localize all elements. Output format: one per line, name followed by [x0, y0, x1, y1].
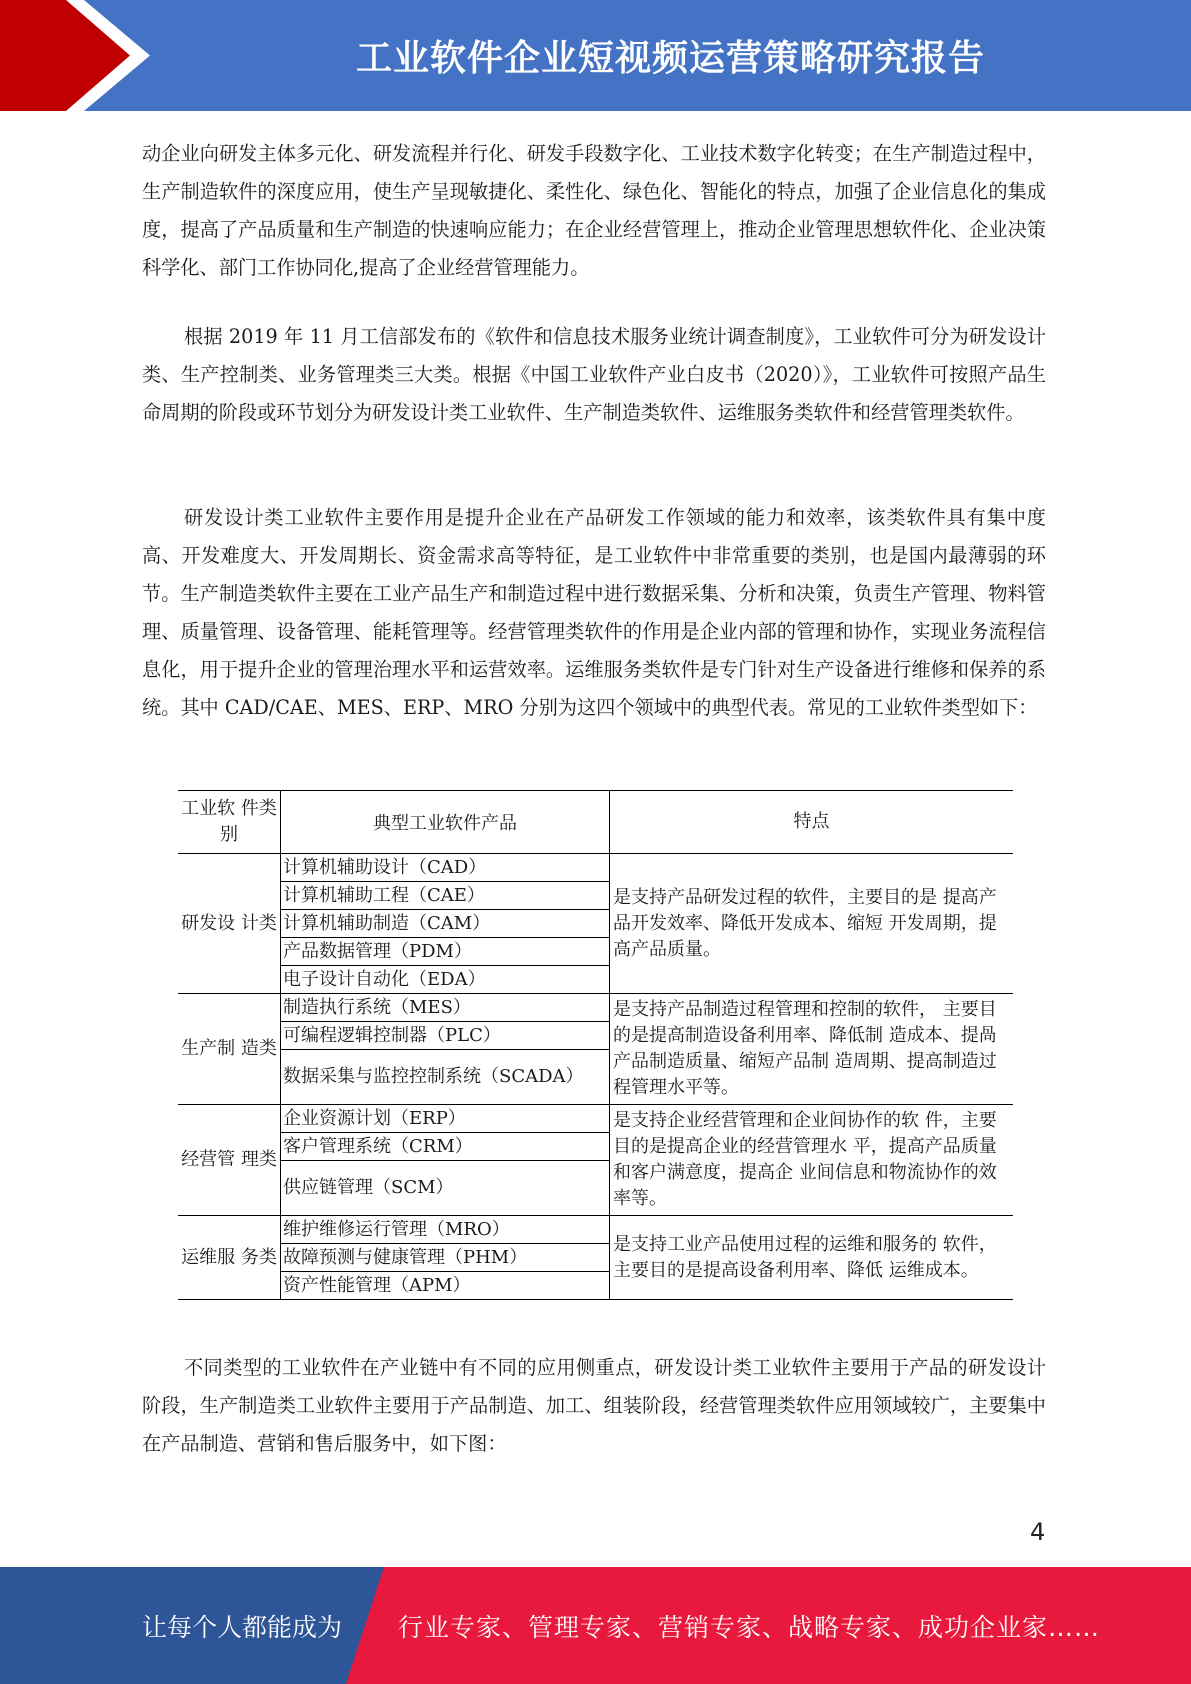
paragraph-3: 研发设计类工业软件主要作用是提升企业在产品研发工作领域的能力和效率，该类软件具有集中度高、开发难度大、开发周期长、资金需求高等特征，是工业软件中非常重要的类别，也是国内最薄弱的环节。生产制造类软件主要在工业产品生产和制造过程中进行数据采集、分析和决策，负责生产管理、物料管理、质量管理、设备管理、能耗管理等。经营管理类软件的作用是企业内部的管理和协作，实现业务流程信息化，用于提升企业的管理治理水平和运营效率。运维服务类软件是专门针对生产设备进行维修和保养的系统。其中 CAD/CAE、MES、ERP、MRO 分别为这四个领域中的典型代表。常见的工业软件类型如下：	[142, 506, 1046, 719]
feature-cell: 是支持产品研发过程的软件，主要目的是 提高产品开发效率、降低开发成本、缩短 开发周期，提高产品质量。	[610, 854, 1014, 994]
category-cell: 经营管 理类	[178, 1105, 281, 1216]
product-cell: 电子设计自动化（EDA）	[281, 966, 610, 994]
product-cell: 数据采集与监控控制系统（SCADA）	[281, 1050, 610, 1105]
product-cell: 资产性能管理（APM）	[281, 1272, 610, 1300]
header-category: 工业软 件类别	[178, 791, 281, 854]
paragraph-2: 根据 2019 年 11 月工信部发布的《软件和信息技术服务业统计调查制度》，工业软件可分为研发设计类、生产控制类、业务管理类三大类。根据《中国工业软件产业白皮书（2020）》，工业软件可按照产品生命周期的阶段或环节划分为研发设计类工业软件、生产制造类软件、运维服务类软件和经营管理类软件。	[142, 325, 1046, 424]
paragraph-1: 动企业向研发主体多元化、研发流程并行化、研发手段数字化、工业技术数字化转变；在生产制造过程中，生产制造软件的深度应用，使生产呈现敏捷化、柔性化、绿色化、智能化的特点，加强了企业信息化的集成度，提高了产品质量和生产制造的快速响应能力；在企业经营管理上，推动企业管理思想软件化、企业决策科学化、部门工作协同化,提高了企业经营管理能力。	[142, 142, 1046, 279]
product-cell: 计算机辅助设计（CAD）	[281, 854, 610, 882]
product-cell: 故障预测与健康管理（PHM）	[281, 1244, 610, 1272]
paragraph-1-block	[142, 135, 1046, 287]
table-row	[178, 854, 1013, 882]
table-row	[178, 1105, 1013, 1133]
page-header	[0, 0, 1191, 111]
feature-cell: 是支持工业产品使用过程的运维和服务的 软件，主要目的是提高设备利用率、降低 运维成本。	[610, 1216, 1014, 1300]
footer-slogan-left: 让每个人都能成为	[142, 1612, 343, 1642]
paragraph-2-block	[142, 318, 1046, 432]
product-cell: 计算机辅助工程（CAE）	[281, 882, 610, 910]
product-cell: 供应链管理（SCM）	[281, 1161, 610, 1216]
page-footer	[0, 1567, 1191, 1684]
product-cell: 产品数据管理（PDM）	[281, 938, 610, 966]
paragraph-4: 不同类型的工业软件在产业链中有不同的应用侧重点，研发设计类工业软件主要用于产品的研发设计阶段，生产制造类工业软件主要用于产品制造、加工、组装阶段，经营管理类软件应用领域较广，主要集中在产品制造、营销和售后服务中，如下图：	[142, 1356, 1046, 1455]
feature-cell: 是支持产品制造过程管理和控制的软件， 主要目的是提高制造设备利用率、降低制 造成本、提咼产品制造质量、缩短产品制 造周期、提高制造过程管理水平等。	[610, 994, 1014, 1105]
software-types-table	[178, 790, 1013, 1300]
category-cell: 研发设 计类	[178, 854, 281, 994]
feature-cell: 是支持企业经营管理和企业间协作的软 件，主要目的是提高企业的经营管理水 平，提高产品质量和客户满意度，提高企 业间信息和物流协作的效率等。	[610, 1105, 1014, 1216]
product-cell: 可编程逻辑控制器（PLC）	[281, 1022, 610, 1050]
footer-slogan-right: 行业专家、管理专家、营销专家、战略专家、成功企业家……	[398, 1612, 1101, 1642]
table-row	[178, 1216, 1013, 1244]
product-cell: 计算机辅助制造（CAM）	[281, 910, 610, 938]
paragraph-3-block	[142, 499, 1046, 727]
page-number: 4	[1030, 1518, 1046, 1546]
header-features: 特点	[610, 791, 1014, 854]
product-cell: 客户管理系统（CRM）	[281, 1133, 610, 1161]
product-cell: 维护维修运行管理（MRO）	[281, 1216, 610, 1244]
product-cell: 制造执行系统（MES）	[281, 994, 610, 1022]
product-cell: 企业资源计划（ERP）	[281, 1105, 610, 1133]
paragraph-4-block	[142, 1349, 1046, 1463]
report-title: 工业软件企业短视频运营策略研究报告	[355, 38, 985, 79]
header-products: 典型工业软件产品	[281, 791, 610, 854]
table-header-row	[178, 791, 1013, 854]
red-chevron-decoration	[0, 0, 150, 111]
table-row	[178, 994, 1013, 1022]
category-cell: 运维服 务类	[178, 1216, 281, 1300]
category-cell: 生产制 造类	[178, 994, 281, 1105]
